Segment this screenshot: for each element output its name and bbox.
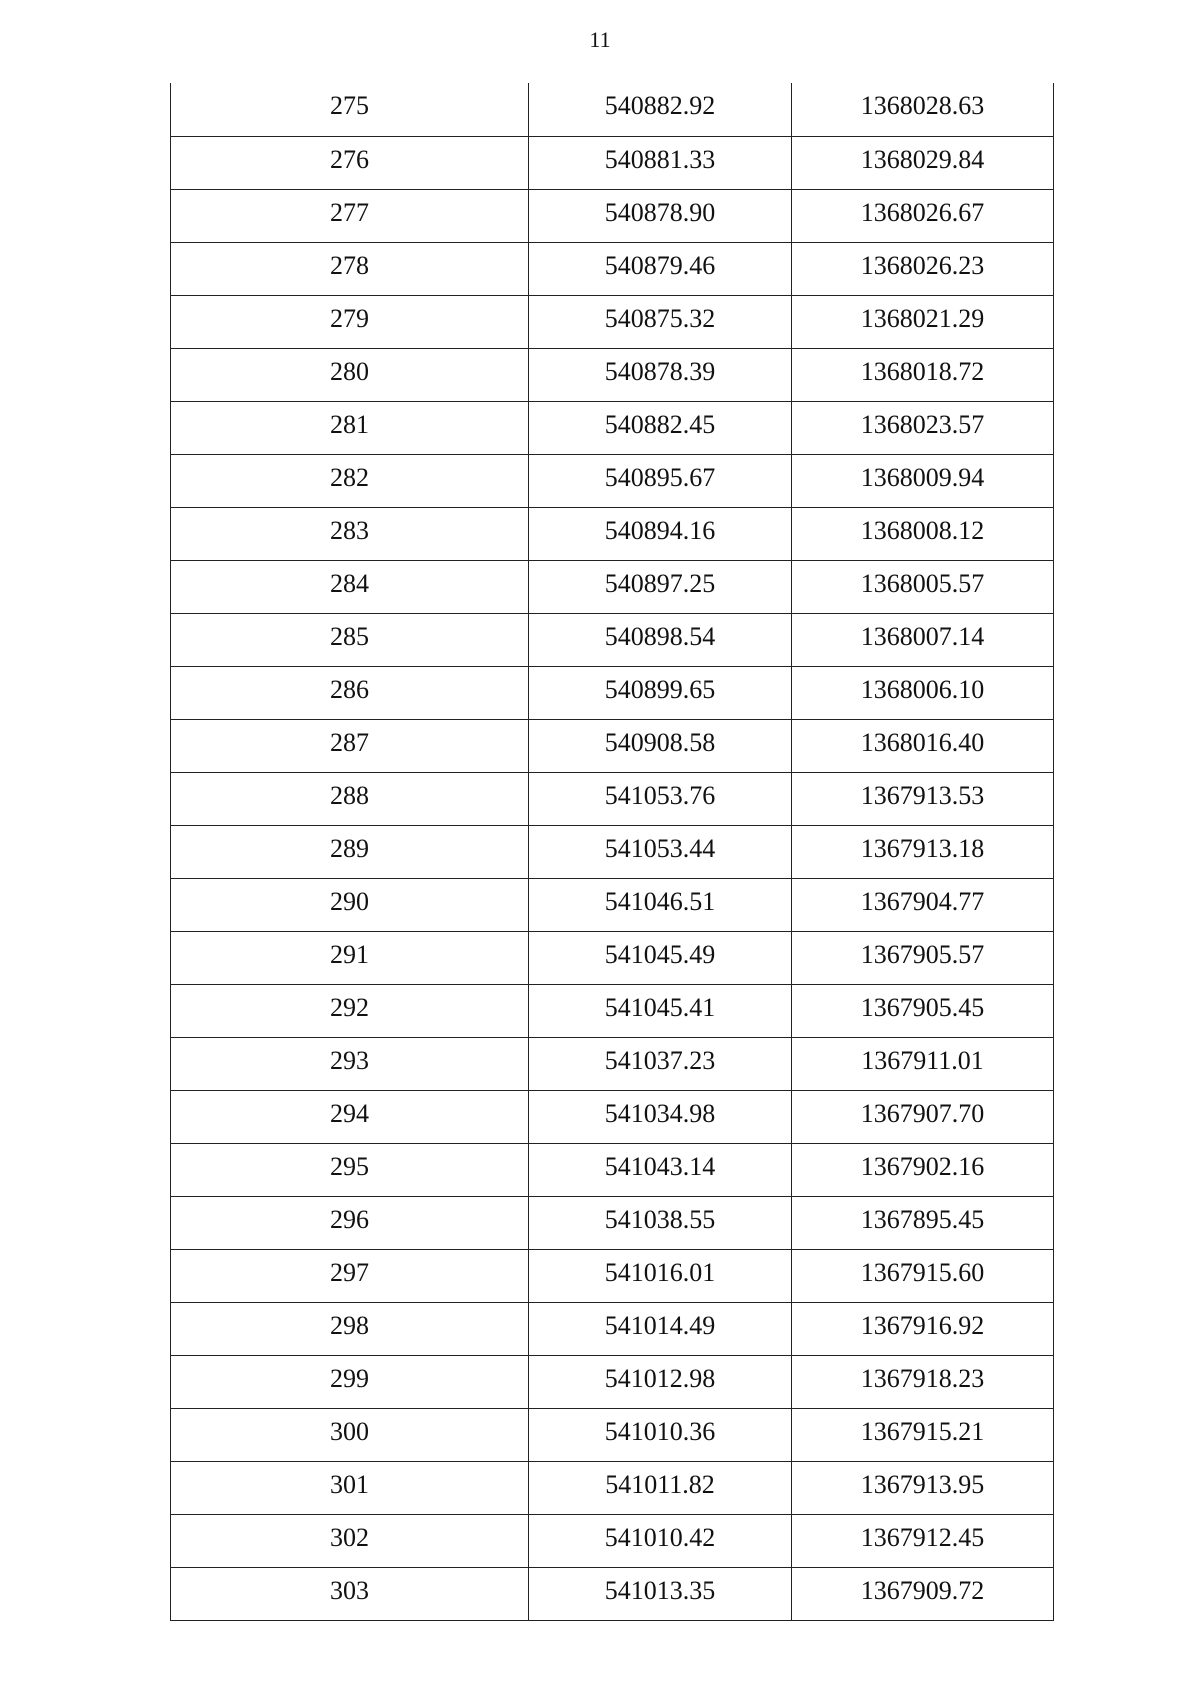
y-coordinate-cell: 1368005.57 <box>792 560 1054 613</box>
point-number-cell: 297 <box>171 1249 529 1302</box>
y-coordinate-cell: 1367905.45 <box>792 984 1054 1037</box>
x-coordinate-cell: 540897.25 <box>529 560 792 613</box>
point-number-cell: 298 <box>171 1302 529 1355</box>
point-number-cell: 275 <box>171 83 529 136</box>
table-row <box>171 401 1054 454</box>
x-coordinate-cell: 541013.35 <box>529 1567 792 1620</box>
table-row <box>171 878 1054 931</box>
x-coordinate-cell: 541034.98 <box>529 1090 792 1143</box>
x-coordinate-cell: 540895.67 <box>529 454 792 507</box>
point-number-cell: 286 <box>171 666 529 719</box>
x-coordinate-cell: 541053.44 <box>529 825 792 878</box>
table-row <box>171 507 1054 560</box>
y-coordinate-cell: 1367918.23 <box>792 1355 1054 1408</box>
point-number-cell: 293 <box>171 1037 529 1090</box>
table-row <box>171 189 1054 242</box>
x-coordinate-cell: 541046.51 <box>529 878 792 931</box>
y-coordinate-cell: 1368009.94 <box>792 454 1054 507</box>
table-row <box>171 136 1054 189</box>
table-row <box>171 1196 1054 1249</box>
table-row <box>171 83 1054 136</box>
y-coordinate-cell: 1367902.16 <box>792 1143 1054 1196</box>
table-row <box>171 1355 1054 1408</box>
point-number-cell: 300 <box>171 1408 529 1461</box>
point-number-cell: 303 <box>171 1567 529 1620</box>
x-coordinate-cell: 541016.01 <box>529 1249 792 1302</box>
point-number-cell: 299 <box>171 1355 529 1408</box>
y-coordinate-cell: 1367913.18 <box>792 825 1054 878</box>
y-coordinate-cell: 1368026.23 <box>792 242 1054 295</box>
table-row <box>171 295 1054 348</box>
table-row <box>171 1514 1054 1567</box>
y-coordinate-cell: 1367912.45 <box>792 1514 1054 1567</box>
x-coordinate-cell: 541010.42 <box>529 1514 792 1567</box>
y-coordinate-cell: 1368026.67 <box>792 189 1054 242</box>
x-coordinate-cell: 541011.82 <box>529 1461 792 1514</box>
point-number-cell: 301 <box>171 1461 529 1514</box>
point-number-cell: 288 <box>171 772 529 825</box>
table-row <box>171 772 1054 825</box>
point-number-cell: 283 <box>171 507 529 560</box>
point-number-cell: 302 <box>171 1514 529 1567</box>
x-coordinate-cell: 541038.55 <box>529 1196 792 1249</box>
x-coordinate-cell: 540882.45 <box>529 401 792 454</box>
x-coordinate-cell: 540881.33 <box>529 136 792 189</box>
table-row <box>171 1302 1054 1355</box>
point-number-cell: 285 <box>171 613 529 666</box>
y-coordinate-cell: 1368018.72 <box>792 348 1054 401</box>
table-row <box>171 1090 1054 1143</box>
point-number-cell: 294 <box>171 1090 529 1143</box>
y-coordinate-cell: 1367907.70 <box>792 1090 1054 1143</box>
y-coordinate-cell: 1367913.95 <box>792 1461 1054 1514</box>
y-coordinate-cell: 1367909.72 <box>792 1567 1054 1620</box>
point-number-cell: 284 <box>171 560 529 613</box>
point-number-cell: 280 <box>171 348 529 401</box>
table-row <box>171 348 1054 401</box>
point-number-cell: 292 <box>171 984 529 1037</box>
x-coordinate-cell: 540878.39 <box>529 348 792 401</box>
table-row <box>171 1249 1054 1302</box>
table-row <box>171 1037 1054 1090</box>
point-number-cell: 287 <box>171 719 529 772</box>
x-coordinate-cell: 540878.90 <box>529 189 792 242</box>
x-coordinate-cell: 541045.41 <box>529 984 792 1037</box>
page-number: 11 <box>589 27 611 52</box>
point-number-cell: 282 <box>171 454 529 507</box>
point-number-cell: 296 <box>171 1196 529 1249</box>
y-coordinate-cell: 1368007.14 <box>792 613 1054 666</box>
y-coordinate-cell: 1368023.57 <box>792 401 1054 454</box>
table-row <box>171 719 1054 772</box>
x-coordinate-cell: 540898.54 <box>529 613 792 666</box>
y-coordinate-cell: 1367913.53 <box>792 772 1054 825</box>
table-row <box>171 1143 1054 1196</box>
x-coordinate-cell: 541043.14 <box>529 1143 792 1196</box>
coordinates-table <box>170 83 1054 1621</box>
table-row <box>171 931 1054 984</box>
y-coordinate-cell: 1368021.29 <box>792 295 1054 348</box>
point-number-cell: 290 <box>171 878 529 931</box>
x-coordinate-cell: 541037.23 <box>529 1037 792 1090</box>
x-coordinate-cell: 540882.92 <box>529 83 792 136</box>
point-number-cell: 278 <box>171 242 529 295</box>
table-row <box>171 984 1054 1037</box>
y-coordinate-cell: 1367916.92 <box>792 1302 1054 1355</box>
x-coordinate-cell: 540894.16 <box>529 507 792 560</box>
table-row <box>171 1408 1054 1461</box>
table-row <box>171 454 1054 507</box>
y-coordinate-cell: 1367895.45 <box>792 1196 1054 1249</box>
y-coordinate-cell: 1367904.77 <box>792 878 1054 931</box>
x-coordinate-cell: 541053.76 <box>529 772 792 825</box>
point-number-cell: 277 <box>171 189 529 242</box>
y-coordinate-cell: 1367905.57 <box>792 931 1054 984</box>
x-coordinate-cell: 540875.32 <box>529 295 792 348</box>
x-coordinate-cell: 541012.98 <box>529 1355 792 1408</box>
y-coordinate-cell: 1368028.63 <box>792 83 1054 136</box>
y-coordinate-cell: 1368016.40 <box>792 719 1054 772</box>
x-coordinate-cell: 540908.58 <box>529 719 792 772</box>
x-coordinate-cell: 540899.65 <box>529 666 792 719</box>
y-coordinate-cell: 1367911.01 <box>792 1037 1054 1090</box>
point-number-cell: 281 <box>171 401 529 454</box>
y-coordinate-cell: 1367915.21 <box>792 1408 1054 1461</box>
table-row <box>171 1567 1054 1620</box>
x-coordinate-cell: 541010.36 <box>529 1408 792 1461</box>
y-coordinate-cell: 1368008.12 <box>792 507 1054 560</box>
coordinates-table-body <box>171 83 1054 1620</box>
x-coordinate-cell: 540879.46 <box>529 242 792 295</box>
point-number-cell: 289 <box>171 825 529 878</box>
point-number-cell: 295 <box>171 1143 529 1196</box>
x-coordinate-cell: 541045.49 <box>529 931 792 984</box>
y-coordinate-cell: 1367915.60 <box>792 1249 1054 1302</box>
point-number-cell: 279 <box>171 295 529 348</box>
table-row <box>171 1461 1054 1514</box>
table-row <box>171 666 1054 719</box>
y-coordinate-cell: 1368006.10 <box>792 666 1054 719</box>
table-row <box>171 613 1054 666</box>
x-coordinate-cell: 541014.49 <box>529 1302 792 1355</box>
table-row <box>171 825 1054 878</box>
point-number-cell: 291 <box>171 931 529 984</box>
table-row <box>171 242 1054 295</box>
y-coordinate-cell: 1368029.84 <box>792 136 1054 189</box>
point-number-cell: 276 <box>171 136 529 189</box>
table-row <box>171 560 1054 613</box>
